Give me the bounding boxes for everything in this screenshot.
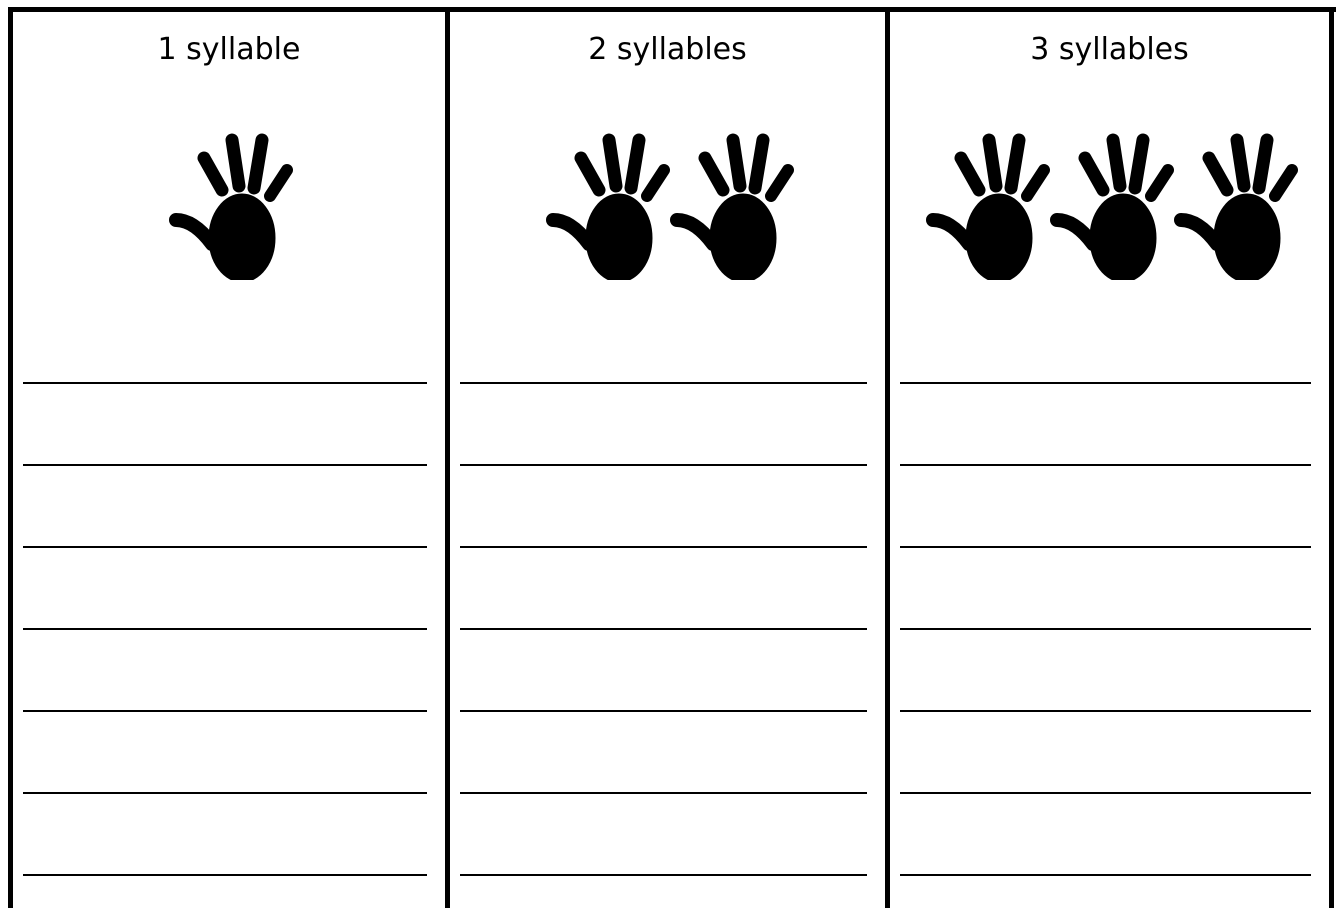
writing-line (460, 382, 867, 384)
right-border (1329, 7, 1334, 908)
column-3-syllables (890, 12, 1329, 908)
writing-line (900, 792, 1311, 794)
column-2-syllables (450, 12, 885, 908)
writing-line (460, 874, 867, 876)
writing-line (460, 546, 867, 548)
hand-icon (665, 120, 795, 280)
writing-line (900, 464, 1311, 466)
writing-line (23, 792, 427, 794)
hand-icon (164, 120, 294, 280)
hand-group (890, 120, 1329, 280)
column-title: 1 syllable (157, 32, 301, 67)
writing-line (23, 874, 427, 876)
column-title: 3 syllables (1030, 32, 1189, 67)
writing-line (23, 710, 427, 712)
writing-line (460, 710, 867, 712)
writing-line (900, 546, 1311, 548)
hand-icon (921, 120, 1051, 280)
writing-line (900, 382, 1311, 384)
writing-line (900, 710, 1311, 712)
hand-icon (1169, 120, 1299, 280)
writing-line (460, 464, 867, 466)
writing-line (900, 874, 1311, 876)
writing-line (900, 628, 1311, 630)
writing-line (460, 628, 867, 630)
writing-line (23, 546, 427, 548)
writing-line (23, 628, 427, 630)
writing-line (23, 464, 427, 466)
hand-group (13, 120, 445, 280)
writing-line (23, 382, 427, 384)
hand-icon (541, 120, 671, 280)
writing-line (460, 792, 867, 794)
column-title: 2 syllables (588, 32, 747, 67)
hand-group (450, 120, 885, 280)
hand-icon (1045, 120, 1175, 280)
column-1-syllable (13, 12, 445, 908)
